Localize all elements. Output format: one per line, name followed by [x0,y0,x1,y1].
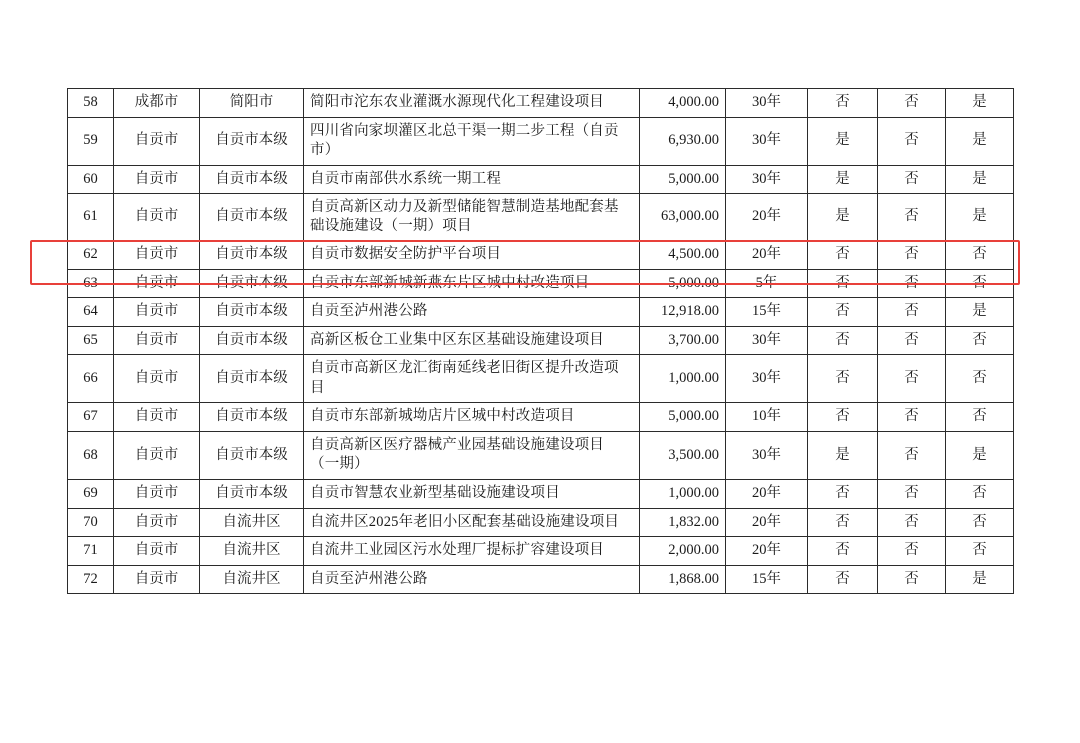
cell-flag-1: 否 [808,403,878,432]
table-row [68,89,1014,118]
cell-flag-3: 否 [946,403,1014,432]
cell-term: 5年 [726,269,808,298]
cell-term: 20年 [726,194,808,241]
cell-area: 自贡市本级 [200,326,304,355]
cell-index: 71 [68,537,114,566]
cell-project-name: 四川省向家坝灌区北总干渠一期二步工程（自贡市） [304,117,640,165]
cell-area: 自贡市本级 [200,240,304,269]
cell-project-name: 自贡市智慧农业新型基础设施建设项目 [304,480,640,509]
cell-flag-1: 否 [808,480,878,509]
cell-index: 69 [68,480,114,509]
cell-flag-2: 否 [878,117,946,165]
cell-flag-1: 否 [808,565,878,594]
cell-project-name: 自贡市数据安全防护平台项目 [304,240,640,269]
cell-flag-2: 否 [878,194,946,241]
cell-city: 自贡市 [114,403,200,432]
cell-flag-3: 否 [946,326,1014,355]
cell-area: 自贡市本级 [200,165,304,194]
cell-index: 67 [68,403,114,432]
cell-area: 自流井区 [200,537,304,566]
cell-city: 自贡市 [114,431,200,479]
cell-city: 自贡市 [114,240,200,269]
cell-flag-1: 是 [808,165,878,194]
cell-city: 自贡市 [114,165,200,194]
cell-index: 72 [68,565,114,594]
cell-flag-3: 是 [946,89,1014,118]
cell-index: 66 [68,355,114,403]
cell-flag-1: 否 [808,508,878,537]
cell-area: 简阳市 [200,89,304,118]
cell-flag-3: 否 [946,508,1014,537]
cell-flag-2: 否 [878,480,946,509]
cell-flag-3: 是 [946,165,1014,194]
cell-area: 自贡市本级 [200,194,304,241]
cell-area: 自贡市本级 [200,117,304,165]
cell-area: 自贡市本级 [200,355,304,403]
cell-amount: 12,918.00 [640,298,726,327]
cell-project-name: 简阳市沱东农业灌溉水源现代化工程建设项目 [304,89,640,118]
cell-index: 63 [68,269,114,298]
cell-term: 20年 [726,508,808,537]
cell-flag-2: 否 [878,269,946,298]
cell-flag-3: 否 [946,537,1014,566]
cell-city: 成都市 [114,89,200,118]
cell-project-name: 自流井工业园区污水处理厂提标扩容建设项目 [304,537,640,566]
project-table-container [67,88,1013,594]
cell-area: 自贡市本级 [200,431,304,479]
cell-flag-2: 否 [878,431,946,479]
cell-flag-2: 否 [878,355,946,403]
cell-project-name: 自贡高新区动力及新型储能智慧制造基地配套基础设施建设（一期）项目 [304,194,640,241]
cell-amount: 5,000.00 [640,165,726,194]
cell-term: 15年 [726,298,808,327]
cell-amount: 1,000.00 [640,480,726,509]
cell-term: 10年 [726,403,808,432]
table-row [68,537,1014,566]
cell-project-name: 自贡市东部新城坳店片区城中村改造项目 [304,403,640,432]
cell-index: 65 [68,326,114,355]
table-row [68,355,1014,403]
cell-amount: 1,000.00 [640,355,726,403]
table-row [68,165,1014,194]
cell-project-name: 自贡市南部供水系统一期工程 [304,165,640,194]
project-table [67,88,1014,594]
cell-flag-3: 否 [946,269,1014,298]
cell-flag-1: 否 [808,269,878,298]
cell-flag-1: 是 [808,194,878,241]
cell-area: 自贡市本级 [200,269,304,298]
cell-flag-3: 否 [946,355,1014,403]
cell-index: 59 [68,117,114,165]
table-body [68,89,1014,594]
cell-area: 自贡市本级 [200,298,304,327]
cell-flag-2: 否 [878,240,946,269]
table-row [68,194,1014,241]
cell-term: 20年 [726,480,808,509]
cell-amount: 3,700.00 [640,326,726,355]
cell-city: 自贡市 [114,355,200,403]
table-row [68,403,1014,432]
cell-term: 30年 [726,355,808,403]
cell-term: 30年 [726,89,808,118]
cell-project-name: 自贡高新区医疗器械产业园基础设施建设项目（一期） [304,431,640,479]
cell-flag-1: 否 [808,326,878,355]
cell-flag-3: 否 [946,240,1014,269]
cell-amount: 63,000.00 [640,194,726,241]
table-row-highlighted [68,240,1014,269]
cell-project-name: 自贡至泸州港公路 [304,298,640,327]
table-row [68,298,1014,327]
cell-flag-3: 是 [946,298,1014,327]
cell-term: 20年 [726,240,808,269]
cell-amount: 3,500.00 [640,431,726,479]
cell-index: 61 [68,194,114,241]
cell-amount: 1,868.00 [640,565,726,594]
cell-city: 自贡市 [114,326,200,355]
cell-flag-1: 否 [808,89,878,118]
cell-area: 自流井区 [200,508,304,537]
cell-amount: 5,000.00 [640,269,726,298]
cell-city: 自贡市 [114,565,200,594]
cell-flag-3: 是 [946,194,1014,241]
cell-index: 60 [68,165,114,194]
cell-flag-2: 否 [878,537,946,566]
cell-flag-2: 否 [878,508,946,537]
table-row [68,326,1014,355]
cell-amount: 1,832.00 [640,508,726,537]
cell-city: 自贡市 [114,194,200,241]
cell-flag-1: 否 [808,298,878,327]
cell-term: 30年 [726,431,808,479]
cell-index: 64 [68,298,114,327]
cell-area: 自流井区 [200,565,304,594]
cell-flag-2: 否 [878,165,946,194]
cell-project-name: 自贡市高新区龙汇街南延线老旧街区提升改造项目 [304,355,640,403]
table-row [68,431,1014,479]
cell-flag-2: 否 [878,298,946,327]
cell-amount: 6,930.00 [640,117,726,165]
cell-city: 自贡市 [114,537,200,566]
cell-project-name: 自流井区2025年老旧小区配套基础设施建设项目 [304,508,640,537]
cell-city: 自贡市 [114,480,200,509]
cell-flag-2: 否 [878,326,946,355]
cell-flag-2: 否 [878,89,946,118]
cell-flag-1: 否 [808,240,878,269]
table-row [68,565,1014,594]
cell-term: 30年 [726,165,808,194]
cell-index: 62 [68,240,114,269]
cell-area: 自贡市本级 [200,480,304,509]
cell-flag-2: 否 [878,565,946,594]
cell-amount: 5,000.00 [640,403,726,432]
table-row [68,269,1014,298]
table-row [68,480,1014,509]
cell-flag-3: 是 [946,117,1014,165]
cell-term: 30年 [726,117,808,165]
cell-flag-3: 是 [946,565,1014,594]
cell-term: 20年 [726,537,808,566]
cell-flag-1: 是 [808,431,878,479]
cell-flag-1: 是 [808,117,878,165]
cell-flag-3: 否 [946,480,1014,509]
cell-city: 自贡市 [114,117,200,165]
cell-amount: 4,000.00 [640,89,726,118]
cell-amount: 4,500.00 [640,240,726,269]
cell-term: 15年 [726,565,808,594]
cell-area: 自贡市本级 [200,403,304,432]
cell-index: 58 [68,89,114,118]
cell-project-name: 自贡市东部新城新燕东片区城中村改造项目 [304,269,640,298]
table-row [68,508,1014,537]
cell-amount: 2,000.00 [640,537,726,566]
cell-city: 自贡市 [114,508,200,537]
cell-flag-1: 否 [808,355,878,403]
cell-flag-2: 否 [878,403,946,432]
cell-project-name: 高新区板仓工业集中区东区基础设施建设项目 [304,326,640,355]
cell-city: 自贡市 [114,269,200,298]
cell-flag-3: 是 [946,431,1014,479]
cell-index: 70 [68,508,114,537]
cell-index: 68 [68,431,114,479]
table-row [68,117,1014,165]
cell-project-name: 自贡至泸州港公路 [304,565,640,594]
cell-city: 自贡市 [114,298,200,327]
cell-flag-1: 否 [808,537,878,566]
cell-term: 30年 [726,326,808,355]
